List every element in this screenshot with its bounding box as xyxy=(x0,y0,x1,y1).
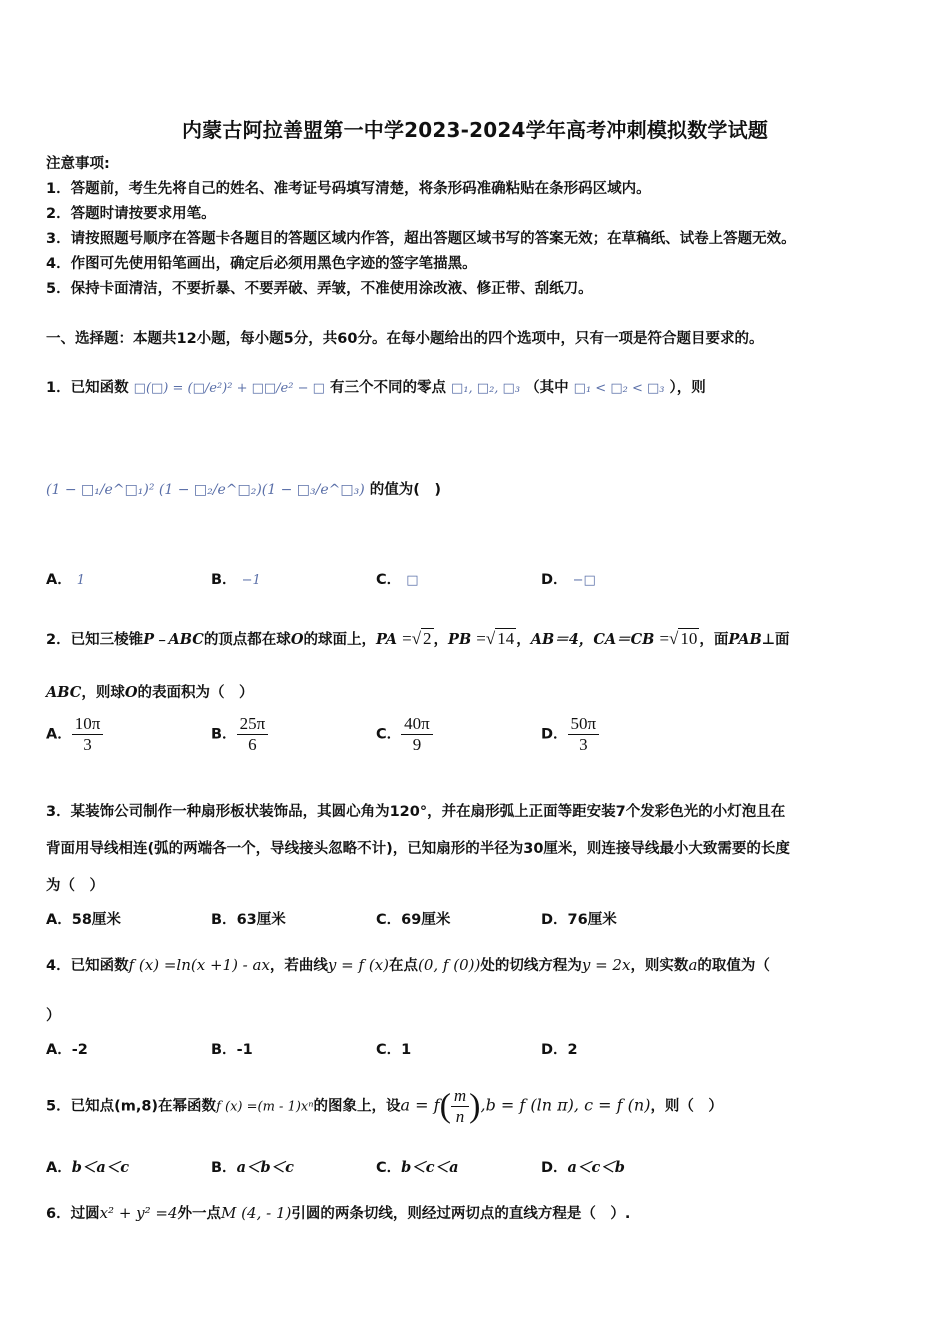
q1-option-c: C． □ xyxy=(376,572,419,588)
q1-mid: 有三个不同的零点 xyxy=(329,380,446,396)
question-4-line-1: 4．已知函数f (x) =ln(x +1) - ax，若曲线y = f (x)在点(0, f (0))处的切线方程为y = 2x，则实数a的取值为（ xyxy=(46,956,770,974)
q1-expression-image: (1 − □₁/e^□₁)² (1 − □₂/e^□₂)(1 − □₃/e^□₃) xyxy=(46,482,365,498)
q1-function-formula-image: □(□) = (□/e²)² + □□/e² − □ xyxy=(133,381,325,396)
q4-option-a: A．-2 xyxy=(46,1042,88,1058)
q5-option-d: D．a＜c＜b xyxy=(541,1159,625,1176)
q1-lead: 1．已知函数 xyxy=(46,380,129,396)
q2-option-b: B． $\frac{25\pi}{6}$ xyxy=(211,714,268,755)
notice-item-2: 2．答题时请按要求用笔。 xyxy=(46,206,216,222)
question-5-line-1: 5．已知点(m,8)在幂函数f (x) =(m - 1)xⁿ的图象上，设a = f( $\frac{m}{n}$ ),b = f (ln π), c = f (n)，则（ ） xyxy=(46,1086,723,1126)
question-4-line-2: ） xyxy=(46,1008,61,1024)
q1-order-image: □₁ < □₂ < □₃ xyxy=(573,381,665,396)
q2-option-c: C． $\frac{40\pi}{9}$ xyxy=(376,714,433,755)
q3-option-b: B．63厘米 xyxy=(211,912,286,928)
q1-tail: ），则 xyxy=(669,380,706,396)
section-heading: 一、选择题：本题共12小题，每小题5分，共60分。在每小题给出的四个选项中，只有一项是符合题目要求的。 xyxy=(46,331,764,347)
question-1-line-1 xyxy=(46,376,706,397)
q3-option-d: D．76厘米 xyxy=(541,912,617,928)
exam-title: 内蒙古阿拉善盟第一中学2023-2024学年高考冲刺模拟数学试题 xyxy=(181,118,769,142)
q1-option-a: A． 1 xyxy=(46,572,86,588)
question-6-line-1: 6．过圆x² + y² =4外一点M (4, - 1)引圆的两条切线，则经过两切点的直线方程是（ ）. xyxy=(46,1204,631,1222)
pa-value: =√ 2 xyxy=(402,629,432,648)
q1-zeros-image: □₁, □₂, □₃ xyxy=(451,381,521,396)
question-3-line-3: 为（ ） xyxy=(46,878,104,894)
question-1-line-2 xyxy=(46,478,441,499)
q5-option-c: C．b＜c＜a xyxy=(376,1159,459,1176)
question-2-line-1: 2．已知三棱锥P﹣ABC的顶点都在球O的球面上，PA =√ 2 ，PB =√ 14 ，AB＝4，CA＝CB =√ 10 ，面PAB⊥面 xyxy=(46,629,790,648)
q5-option-a: A．b＜a＜c xyxy=(46,1159,130,1176)
question-3-line-1: 3．某装饰公司制作一种扇形板状装饰品，其圆心角为120°，并在扇形弧上正面等距安装7个发彩色光的小灯泡且在 xyxy=(46,804,786,820)
notice-item-3: 3．请按照题号顺序在答题卡各题目的答题区域内作答，超出答题区域书写的答案无效；在草稿纸、试卷上答题无效。 xyxy=(46,231,796,247)
question-2-line-2: ABC，则球O的表面积为（ ） xyxy=(46,684,254,701)
q4-option-b: B．-1 xyxy=(211,1042,253,1058)
notice-item-1: 1．答题前，考生先将自己的姓名、准考证号码填写清楚，将条形码准确粘贴在条形码区域内。 xyxy=(46,181,651,197)
notice-item-4: 4．作图可先使用铅笔画出，确定后必须用黑色字迹的签字笔描黑。 xyxy=(46,256,477,272)
notice-heading: 注意事项: xyxy=(46,156,110,172)
q4-option-c: C．1 xyxy=(376,1042,412,1058)
q4-option-d: D．2 xyxy=(541,1042,578,1058)
q3-option-c: C．69厘米 xyxy=(376,912,451,928)
q5-option-b: B．a＜b＜c xyxy=(211,1159,294,1176)
q2-option-d: D． $\frac{50\pi}{3}$ xyxy=(541,714,599,755)
notice-item-5: 5．保持卡面清洁，不要折暴、不要弄破、弄皱，不准使用涂改液、修正带、刮纸刀。 xyxy=(46,281,593,297)
q2-option-a: A． $\frac{10\pi}{3}$ xyxy=(46,714,103,755)
q3-option-a: A．58厘米 xyxy=(46,912,121,928)
cacb-value: =√ 10 xyxy=(659,629,698,648)
q1-cond: （其中 xyxy=(525,380,569,396)
pb-value: =√ 14 xyxy=(476,629,515,648)
q1-option-d: D． −□ xyxy=(541,572,596,588)
q1-ask: 的值为( ) xyxy=(369,482,442,498)
question-3-line-2: 背面用导线相连(弧的两端各一个，导线接头忽略不计)，已知扇形的半径为30厘米，则连接导线最小大致需要的长度 xyxy=(46,841,790,857)
q1-option-b: B． −1 xyxy=(211,572,261,588)
